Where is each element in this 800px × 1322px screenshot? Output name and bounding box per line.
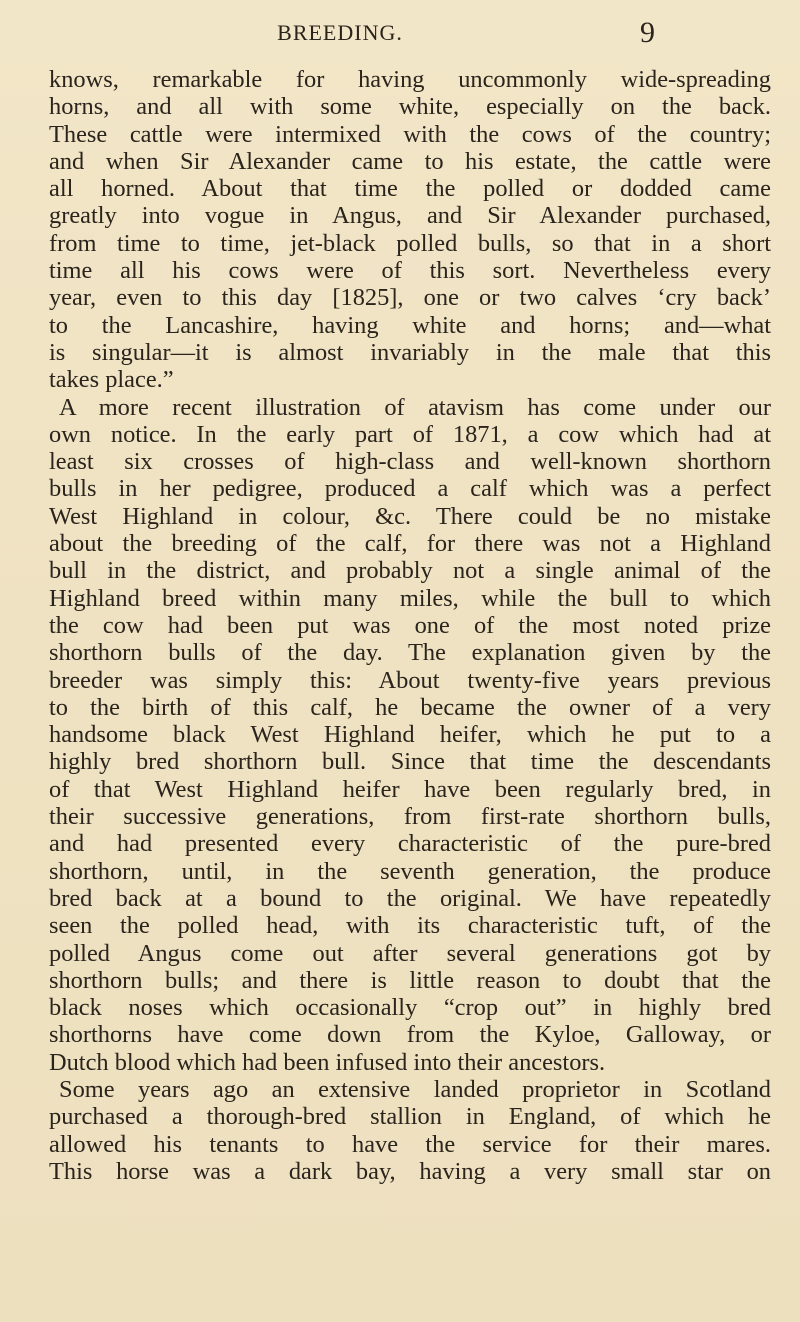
text-line: from time to time, jet-black polled bulls, so that in a short — [49, 229, 771, 257]
text-line: greatly into vogue in Angus, and Sir Alexander purchased, — [49, 202, 771, 230]
text-line: shorthorns have come down from the Kyloe, Galloway, or — [49, 1021, 771, 1049]
running-title: BREEDING. — [277, 20, 403, 45]
text-line: their successive generations, from first-rate shorthorn bulls, — [49, 803, 771, 831]
text-line: breeder was simply this: About twenty-five years previous — [49, 666, 771, 694]
text-line: black noses which occasionally “crop out” in highly bred — [49, 994, 771, 1022]
text-line: is singular—it is almost invariably in the male that this — [49, 338, 771, 366]
text-line: to the Lancashire, having white and horns; and—what — [49, 311, 771, 339]
text-line: shorthorn, until, in the seventh generation, the produce — [49, 857, 771, 885]
text-line: all horned. About that time the polled or dodded came — [49, 175, 771, 203]
text-line: and had presented every characteristic of the pure-bred — [49, 830, 771, 858]
text-line: own notice. In the early part of 1871, a cow which had at — [49, 420, 771, 448]
text-line: highly bred shorthorn bull. Since that time the descendants — [49, 748, 771, 776]
text-line: least six crosses of high-class and well-known shorthorn — [49, 448, 771, 476]
text-line: and when Sir Alexander came to his estate, the cattle were — [49, 147, 771, 175]
text-line: about the breeding of the calf, for there was not a Highland — [49, 530, 771, 558]
text-line: seen the polled head, with its characteristic tuft, of the — [49, 912, 771, 940]
text-line: the cow had been put was one of the most noted prize — [49, 611, 771, 639]
text-line: bulls in her pedigree, produced a calf which was a perfect — [49, 475, 771, 503]
text-line: purchased a thorough-bred stallion in England, of which he — [49, 1103, 771, 1131]
text-line: to the birth of this calf, he became the owner of a very — [49, 693, 771, 721]
text-line: time all his cows were of this sort. Nevertheless every — [49, 257, 771, 285]
text-line: allowed his tenants to have the service for their mares. — [49, 1130, 771, 1158]
text-line: Highland breed within many miles, while the bull to which — [49, 584, 771, 612]
text-line: West Highland in colour, &c. There could be no mistake — [49, 502, 771, 530]
text-line: Dutch blood which had been infused into their ancestors. — [49, 1048, 606, 1076]
page-number: 9 — [640, 16, 655, 49]
text-line: shorthorn bulls; and there is little reason to doubt that the — [49, 966, 771, 994]
running-head — [0, 14, 800, 50]
text-line: handsome black West Highland heifer, which he put to a — [49, 721, 771, 749]
text-line: shorthorn bulls of the day. The explanation given by the — [49, 639, 771, 667]
text-line: takes place.” — [49, 366, 174, 394]
text-line: bull in the district, and probably not a single animal of the — [49, 557, 771, 585]
text-line: Some years ago an extensive landed proprietor in Scotland — [59, 1075, 771, 1103]
text-line: of that West Highland heifer have been regularly bred, in — [49, 775, 771, 803]
text-line: polled Angus come out after several generations got by — [49, 939, 771, 967]
text-line: year, even to this day [1825], one or two calves ‘cry back’ — [49, 284, 771, 312]
text-line: horns, and all with some white, especially on the back. — [49, 93, 771, 121]
text-line: knows, remarkable for having uncommonly wide-spreading — [49, 66, 771, 93]
text-line: A more recent illustration of atavism has come under our — [59, 393, 771, 421]
text-line: This horse was a dark bay, having a very small star on — [49, 1157, 771, 1185]
text-line: These cattle were intermixed with the cows of the country; — [49, 120, 771, 148]
text-line: bred back at a bound to the original. We have repeatedly — [49, 884, 771, 912]
body-text — [49, 66, 771, 1185]
